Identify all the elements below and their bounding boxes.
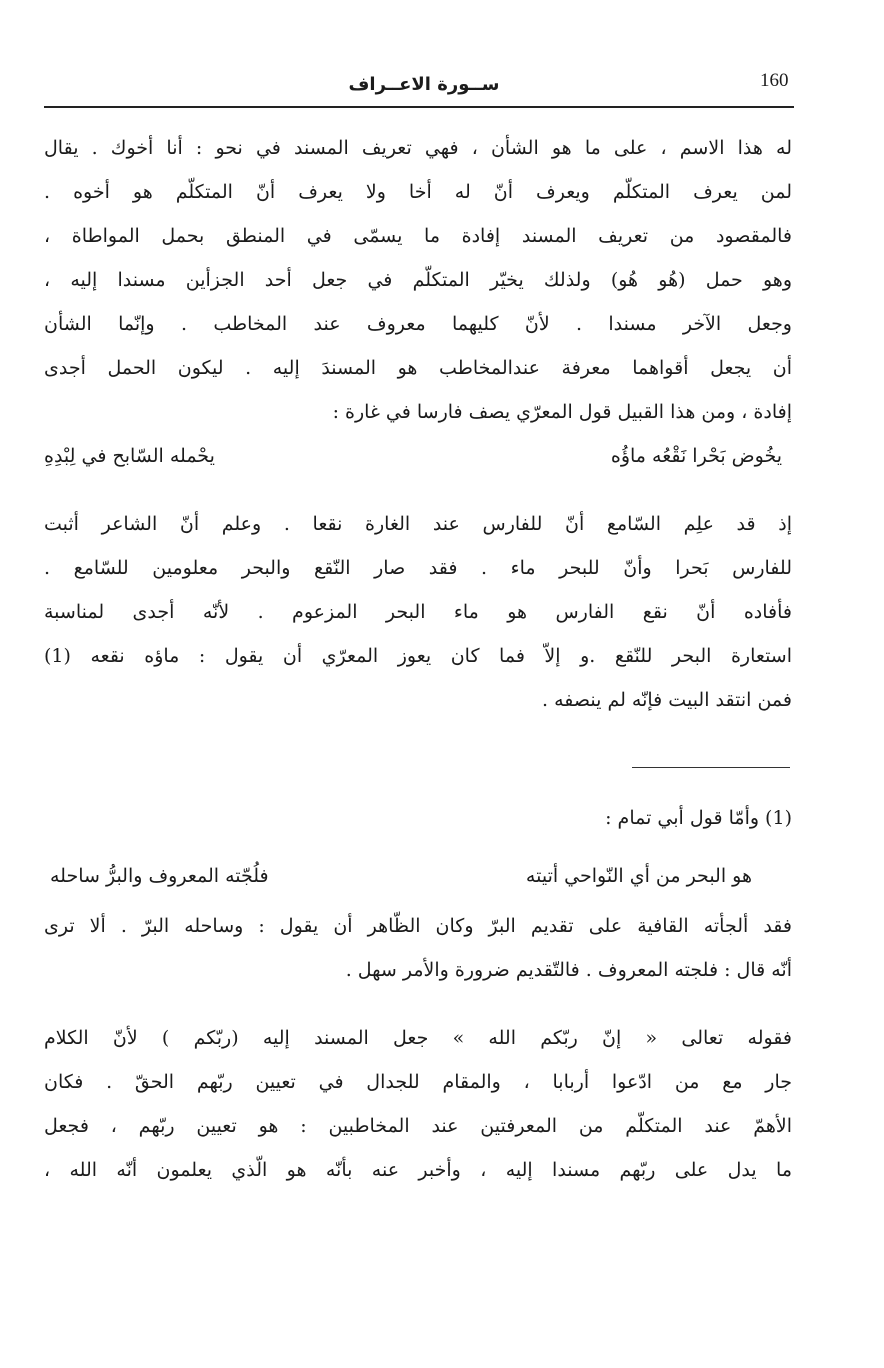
text-line: ما يدل على ربّهم مسندا إليه ، وأخبر عنه بأنّه هو الّذي يعلمون أنّه الله ، [44, 1159, 792, 1181]
text-line: إذ قد علِم السّامع أنّ للفارس عند الغارة نقعا . وعلم أنّ الشاعر أثبت [44, 513, 792, 535]
verse-first-hemistich: هو البحر من أي النّواحي أتيته [525, 865, 752, 887]
text-line: إفادة ، ومن هذا القبيل قول المعرّي يصف فارسا في غارة : [332, 401, 792, 423]
text-line: الأهمّ عند المتكلّم من المعرفتين عند المخاطبين : هو تعيين ربّهم ، فجعل [44, 1115, 792, 1137]
footnote-intro [44, 796, 792, 840]
text-line: للفارس بَحرا وأنّ للبحر ماء . فقد صار النّقع والبحر معلومين للسّامع . [44, 557, 792, 579]
text-line: وجعل الآخر مسندا . لأنّ كليهما معروف عند المخاطب . وإنّما الشأن [44, 313, 792, 335]
running-title: ســورة الاعــراف [348, 74, 500, 95]
text-line: استعارة البحر للنّقع .و إلاّ فما كان يعوز المعرّي أن يقول : ماؤه نقعه (1) [44, 645, 792, 667]
text-line: أنّه قال : فلجته المعروف . فالتّقديم ضرورة والأمر سهل . [345, 959, 792, 981]
text-line: له هذا الاسم ، على ما هو الشأن ، فهي تعريف المسند في نحو : أنا أخوك . يقال [44, 137, 792, 159]
text-line: فأفاده أنّ نقع الفارس هو ماء البحر المزعوم . لأنّه أجدى لمناسبة [44, 601, 792, 623]
footnote-intro-line: (1) وأمّا قول أبي تمام : [605, 807, 792, 829]
text-line: لمن يعرف المتكلّم ويعرف أنّ له أخا ولا يعرف أنّ المتكلّم هو أخوه . [44, 181, 792, 203]
verse-al-maarri [44, 434, 792, 478]
text-line: فالمقصود من تعريف المسند إفادة ما يسمّى في المنطق بحمل المواطاة ، [44, 225, 792, 247]
page-header [44, 66, 794, 108]
text-line: فقد ألجأته القافية على تقديم البرّ وكان الظّاهر أن يقول : وساحله البرّ . ألا ترى [44, 915, 792, 937]
page-number: 160 [760, 70, 789, 91]
footnote-text [44, 904, 792, 992]
footnote-divider [632, 767, 790, 768]
text-line: وهو حمل (هُو هُو) ولذلك يخيّر المتكلّم في جعل أحد الجزأين مسندا إليه ، [44, 269, 792, 291]
text-line: جار مع من ادّعوا أربابا ، والمقام للجدال في تعيين ربّهم الحقّ . فكان [44, 1071, 792, 1093]
paragraph-3 [44, 1016, 792, 1192]
footnote-verse-abi-tammam [44, 854, 792, 898]
text-line: فمن انتقد البيت فإنّه لم ينصفه . [542, 689, 792, 711]
verse-first-hemistich: يخُوض بَحْرا نَقْعُه ماؤُه [610, 445, 782, 467]
paragraph-2 [44, 502, 792, 722]
verse-second-hemistich: يحْمله السّابح في لِبْدِهِ [44, 445, 215, 467]
paragraph-1 [44, 126, 792, 434]
text-line: فقوله تعالى « إنّ ربّكم الله » جعل المسند إليه (ربّكم ) لأنّ الكلام [44, 1027, 792, 1049]
verse-second-hemistich: فلُجّته المعروف والبرُّ ساحله [50, 865, 269, 887]
text-line: أن يجعل أقواهما معرفة عندالمخاطب هو المسندَ إليه . ليكون الحمل أجدى [44, 357, 792, 379]
